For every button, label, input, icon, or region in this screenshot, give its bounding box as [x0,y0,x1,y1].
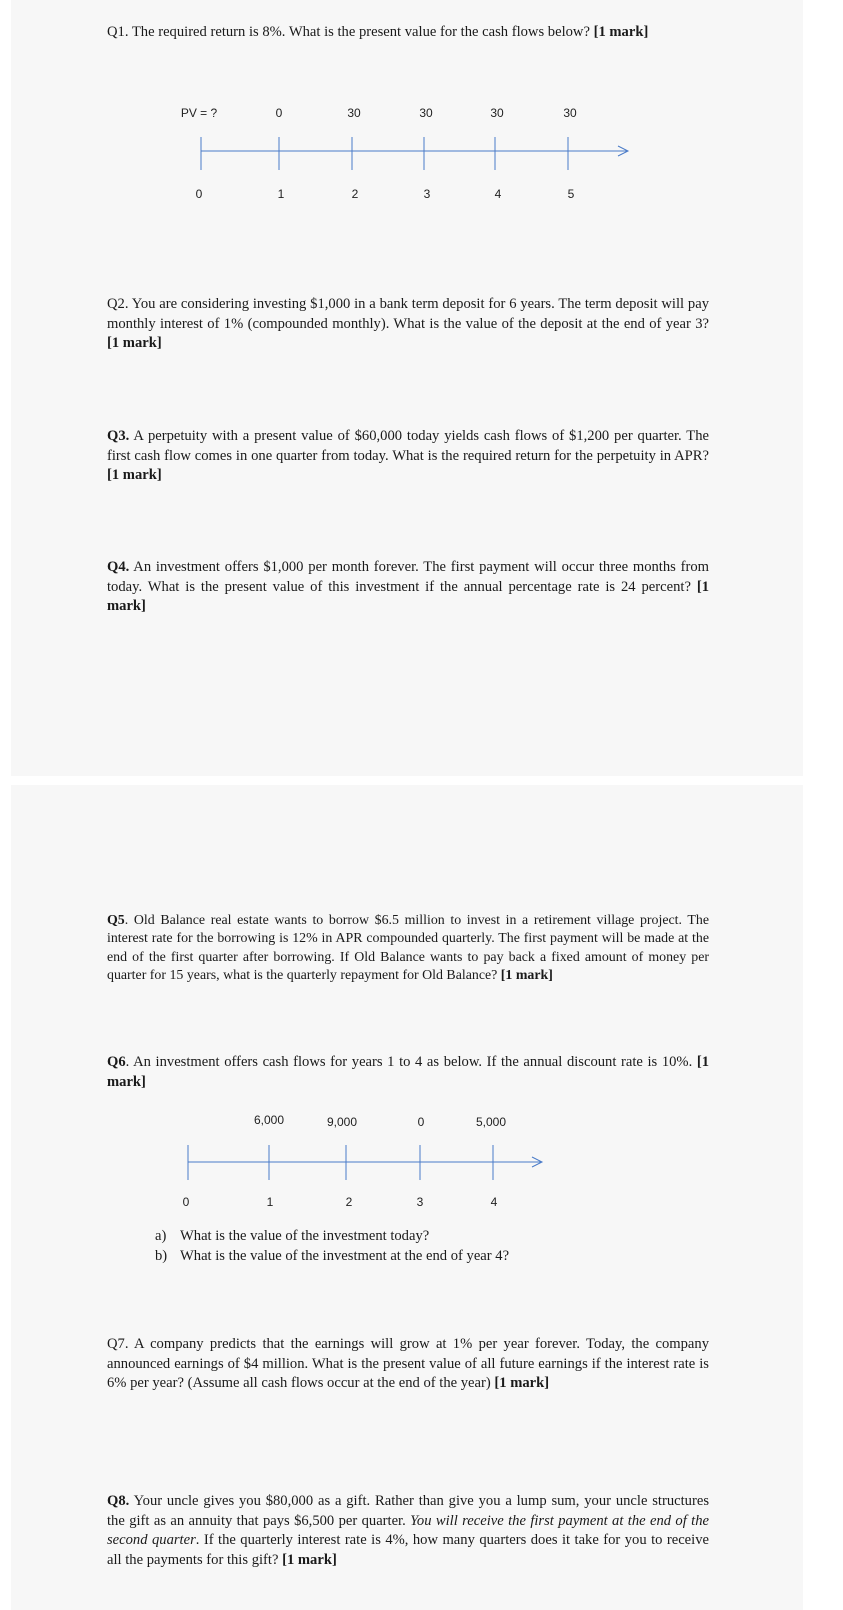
question-4-mark: [1 mark] [107,578,709,614]
question-8-label: Q8. [107,1493,130,1509]
question-2-text: . You are considering investing $1,000 in a bank term deposit for 6 years. The term deposit will pay monthly interest of 1% (compounded monthly). What is the value of the deposit at the end of year 3? [107,296,709,332]
timeline-top-label: 30 [490,106,504,120]
question-7-mark: [1 mark] [494,1375,550,1391]
question-5-text: . Old Balance real estate wants to borrow $6.5 million to invest in a retirement village project. The interest rate for the borrowing is 12% in APR compounded quarterly. The first payment will be made at the end of the first quarter after borrowing. If Old Balance wants to pay back a fixed amount of money per quarter for 15 years, what is the quarterly repayment for Old Balance? [107,913,709,983]
question-7 [107,1335,709,1394]
timeline-top-label: 30 [419,106,433,120]
question-5-label: Q5 [107,913,125,928]
question-6-text: . An investment offers cash flows for years 1 to 4 as below. If the annual discount rate is 10%. [125,1054,697,1070]
timeline-bottom-label: 5 [567,187,575,201]
question-7-text: . A company predicts that the earnings will grow at 1% per year forever. Today, the company announced earnings of $4 million. What is the present value of all future earnings if the interest rate is 6% per year? (Assume all cash flows occur at the end of the year) [107,1336,709,1391]
question-5 [107,912,709,985]
timeline-top-label: 0 [417,1115,425,1129]
subpart-text: What is the value of the investment today? [180,1228,430,1244]
question-6-subparts [155,1226,509,1266]
question-3 [107,427,709,486]
subpart-b [155,1246,509,1266]
question-6-label: Q6 [107,1054,126,1070]
question-2-mark: [1 mark] [107,335,162,351]
question-2-label: Q2 [107,296,125,312]
timeline-top-label: 30 [347,106,361,120]
question-3-mark: [1 mark] [107,467,162,483]
question-4-text: An investment offers $1,000 per month forever. The first payment will occur three months from today. What is the present value of this investment if the annual percentage rate is 24 percent? [107,559,709,595]
timeline-bottom-label: 4 [490,1195,498,1209]
subpart-a [155,1226,509,1246]
timeline-bottom-label: 1 [277,187,285,201]
question-3-label: Q3. [107,428,130,444]
subpart-label: a) [155,1228,167,1244]
question-1-label: Q1 [107,24,125,40]
timeline-bottom-label: 3 [416,1195,424,1209]
timeline-top-label: 30 [563,106,577,120]
question-1-mark: [1 mark] [593,24,649,40]
timeline-top-label: PV = ? [180,106,218,120]
timeline-bottom-label: 2 [351,187,359,201]
timeline-bottom-label: 4 [494,187,502,201]
question-6-mark: [1 mark] [107,1054,709,1090]
timeline-top-label: 0 [275,106,283,120]
question-6 [107,1053,709,1092]
question-8-italic-text: You will receive the first payment at the end of the second quarter [107,1512,709,1548]
question-8-mark: [1 mark] [282,1551,337,1568]
timeline-bottom-label: 0 [195,187,203,201]
question-3-text: A perpetuity with a present value of $60,000 today yields cash flows of $1,200 per quarter. The first cash flow comes in one quarter from today. What is the required return for the perpetuity in APR? [107,428,709,464]
question-2 [107,295,709,354]
question-7-label: Q7 [107,1336,125,1352]
timeline-top-label: 6,000 [253,1113,285,1127]
question-8-text-end: . If the quarterly interest rate is 4%, how many quarters does it take for you to receive all the payments for this gift? [107,1532,709,1568]
subpart-label: b) [155,1248,168,1264]
timeline-bottom-label: 1 [266,1195,274,1209]
timeline-top-label: 5,000 [475,1115,507,1129]
question-4-label: Q4. [107,559,130,575]
question-8 [107,1492,709,1570]
timeline-top-label: 9,000 [326,1115,358,1129]
question-1-text: . The required return is 8%. What is the present value for the cash flows below? [124,24,594,40]
timeline-bottom-label: 0 [182,1195,190,1209]
question-6-timeline [0,1090,843,1220]
subpart-text: What is the value of the investment at the end of year 4? [180,1248,510,1264]
question-1-timeline [0,0,843,220]
timeline-bottom-label: 2 [345,1195,353,1209]
question-4 [107,558,709,617]
timeline-bottom-label: 3 [423,187,431,201]
question-5-mark: [1 mark] [500,967,553,983]
question-8-text: Your uncle gives you $80,000 as a gift. Rather than give you a lump sum, your uncle structures the gift as an annuity that pays $6,500 per quarter. [107,1493,709,1529]
